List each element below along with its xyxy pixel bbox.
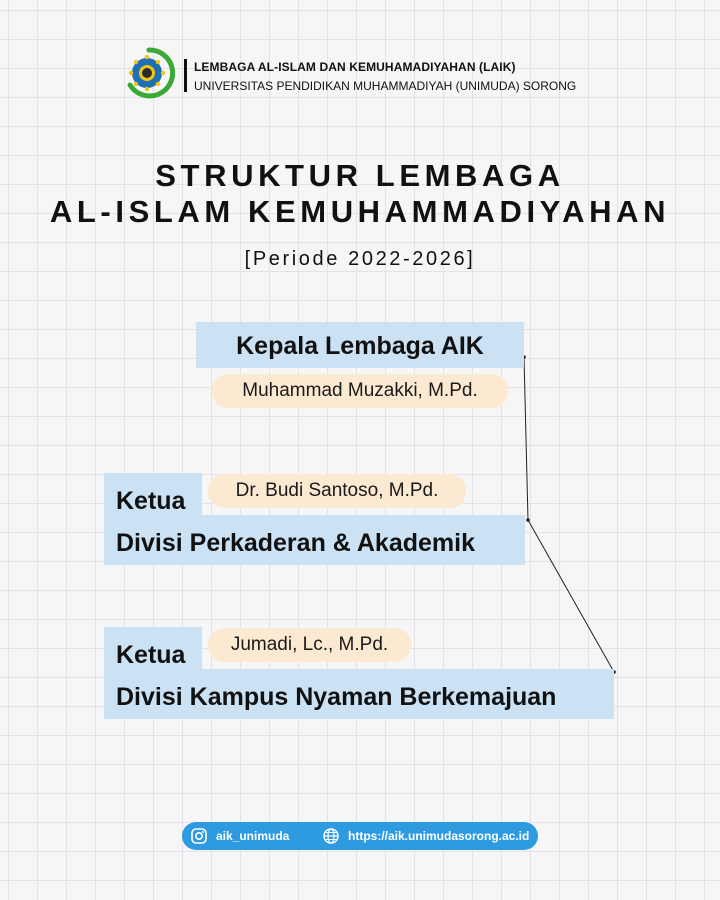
- division-1-role: Ketua: [116, 487, 186, 515]
- website-link[interactable]: https://aik.unimudasorong.ac.id: [348, 829, 530, 843]
- header-divider: [184, 59, 187, 92]
- division-2-person-badge: Jumadi, Lc., M.Pd.: [208, 628, 411, 662]
- head-name-badge: Muhammad Muzakki, M.Pd.: [212, 374, 508, 408]
- globe-icon: [322, 827, 340, 845]
- page-title-line2: AL-ISLAM KEMUHAMMADIYAHAN: [49, 194, 671, 229]
- instagram-icon: [190, 827, 208, 845]
- division-1-person-badge: Dr. Budi Santoso, M.Pd.: [208, 474, 466, 508]
- period-subtitle: [Periode 2022-2026]: [244, 248, 476, 270]
- instagram-handle[interactable]: aik_unimuda: [216, 829, 290, 843]
- head-role-label: Kepala Lembaga AIK: [236, 332, 484, 360]
- division-2-name: Divisi Kampus Nyaman Berkemajuan: [116, 683, 557, 711]
- org-name: LEMBAGA AL-ISLAM DAN KEMUHAMADIYAHAN (LAIK): [194, 60, 516, 74]
- page-title-line1: STRUKTUR LEMBAGA: [155, 158, 565, 193]
- division-2-role: Ketua: [116, 641, 186, 669]
- university-name: UNIVERSITAS PENDIDIKAN MUHAMMADIYAH (UNIMUDA) SORONG: [194, 79, 577, 93]
- unimuda-logo-icon: [123, 47, 175, 99]
- division-1-name: Divisi Perkaderan & Akademik: [116, 529, 475, 557]
